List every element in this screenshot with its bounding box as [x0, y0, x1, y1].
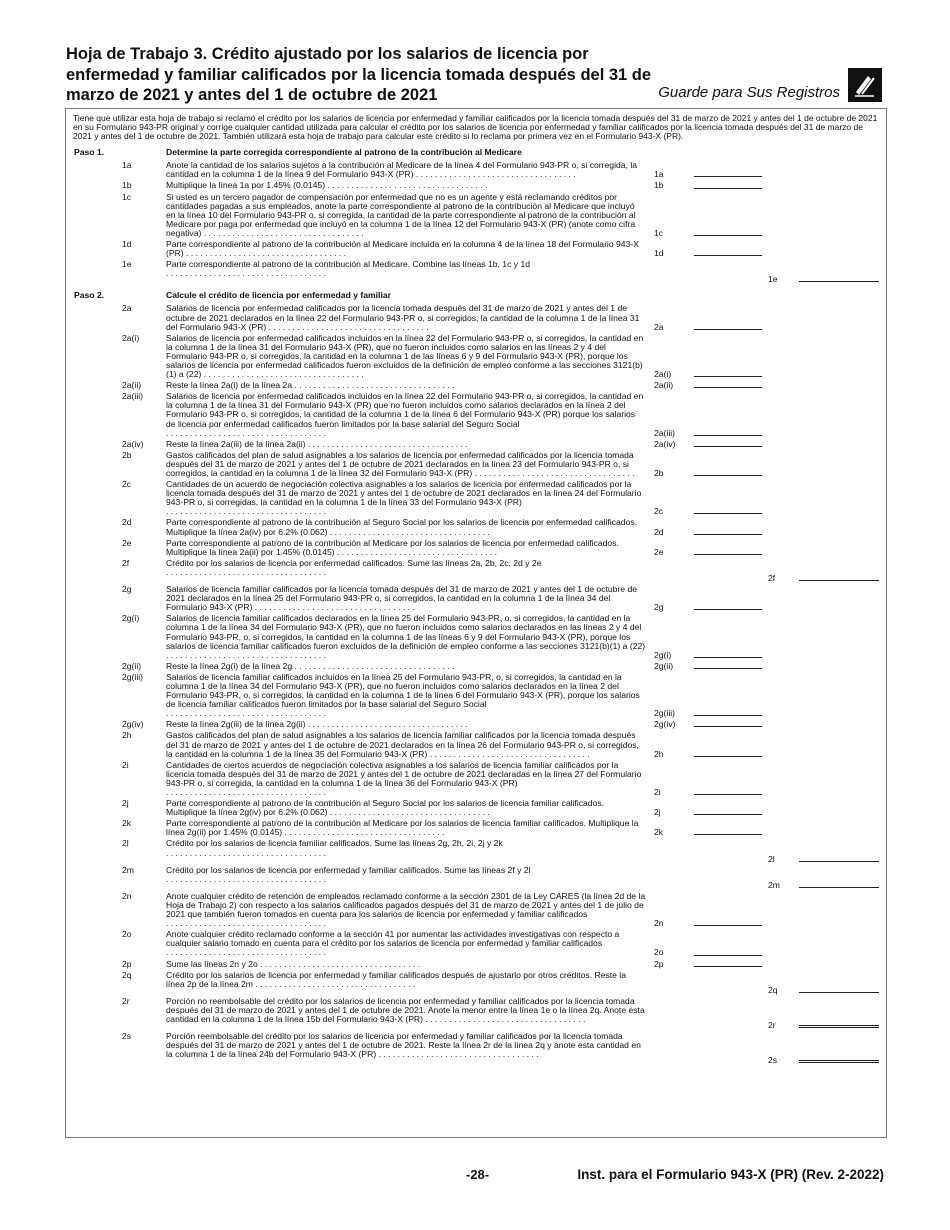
amount-field[interactable]: [694, 176, 762, 177]
amount-field[interactable]: [799, 580, 879, 581]
line-ref: 2a(i): [654, 369, 672, 380]
line-text: Anote cualquier crédito reclamado conforme a la sección 41 por aumentar las actividades investigativas con respecto a cualquier salario tomado en cuenta para el crédito por los salarios de licencia por enfermedad y familiar calificados: [166, 930, 620, 949]
line-ref: 2n: [654, 918, 664, 929]
amount-field[interactable]: [694, 188, 762, 189]
step-label: Paso 2.: [74, 290, 105, 301]
line-text: Parte correspondiente al patrono de la contribución al Medicare incluida en la columna 4 de la línea 18 del Formulario 943-X (PR): [166, 240, 639, 259]
step1-section: [66, 147, 886, 284]
line-number: 2e: [122, 537, 132, 548]
line-ref: 2o: [654, 947, 664, 958]
step-title: Calcule el crédito de licencia por enfermedad y familiar: [166, 290, 391, 301]
line-2m: [66, 866, 886, 890]
line-ref: 2m: [768, 879, 780, 890]
line-ref: 2j: [654, 807, 661, 818]
line-text: Salarios de licencia por enfermedad calificados por la licencia tomada después del 31 de marzo de 2021 y antes del 1 de octubre de 2021 declarados en la línea 22 del Formulario 943-PR o, si corregidos, la cantidad de la columna 1 de la línea 31 del Formulario 943-X (PR): [166, 304, 640, 332]
line-2a(ii): [66, 381, 886, 390]
line-2e: [66, 539, 886, 557]
step-title: Determine la parte corregida correspondiente al patrono de la contribución al Medicare: [166, 147, 522, 158]
line-number: 1d: [122, 239, 132, 250]
line-number: 2a(ii): [122, 380, 142, 391]
line-ref: 2l: [768, 853, 775, 864]
line-2f: [66, 559, 886, 583]
worksheet-box: [65, 108, 887, 1138]
amount-field[interactable]: [694, 235, 762, 236]
line-text: Crédito por los salarios de licencia familiar calificados. Sume las líneas 2g, 2h, 2i, 2j y 2k: [166, 839, 503, 849]
line-ref: 2g(iii): [654, 708, 676, 719]
line-text: Gastos calificados del plan de salud asignables a los salarios de licencia familiar calificados por la licencia tomada después del 31 de marzo de 2021 y antes del 1 de octubre de 2021 declarados en la línea 26 del Formulario 943-PR o, si corregidos, la cantidad en la columna 1 de la línea 35 del Formulario 943-X (PR): [166, 731, 639, 759]
amount-field[interactable]: [799, 992, 879, 993]
line-ref: 2e: [654, 546, 664, 557]
amount-field[interactable]: [694, 726, 762, 727]
line-2g(i): [66, 614, 886, 659]
line-2k: [66, 819, 886, 837]
line-2n: [66, 892, 886, 928]
line-text: Porción reembolsable del crédito por los salarios de licencia por enfermedad y familiar calificados por la licencia tomada después del 31 de marzo de 2021 y antes del 1 de octubre de 2021. Reste la línea 2r de la línea 2q y anote esta cantidad en la columna 1 de la línea 24b del Formulario 943-X (PR): [166, 1032, 641, 1060]
line-text: Reste la línea 2a(i) de la línea 2a: [166, 381, 293, 391]
line-2s: [66, 1032, 886, 1065]
line-ref: 2i: [654, 787, 661, 797]
page-number: -28-: [466, 1167, 490, 1182]
amount-field[interactable]: [694, 554, 762, 555]
amount-field[interactable]: [694, 446, 762, 447]
amount-field[interactable]: [694, 715, 762, 716]
line-2g(ii): [66, 662, 886, 671]
line-text: Crédito por los salarios de licencia por enfermedad y familiar calificados. Sume las líneas 2f y 2l: [166, 865, 531, 875]
amount-field[interactable]: [799, 281, 879, 282]
line-number: 2g(i): [122, 613, 140, 624]
line-number: 1e: [122, 259, 132, 270]
step-label: Paso 1.: [74, 147, 105, 158]
line-number: 1b: [122, 180, 132, 191]
line-ref: 2a: [654, 321, 664, 332]
line-number: 2h: [122, 730, 132, 741]
line-number: 2g(ii): [122, 660, 142, 671]
line-ref: 2a(ii): [654, 380, 674, 391]
line-text: Crédito por los salarios de licencia por enfermedad calificados. Sume las líneas 2a, 2b, 2c, 2d y 2e: [166, 558, 542, 568]
line-2g(iii): [66, 673, 886, 718]
amount-field[interactable]: [694, 534, 762, 535]
line-ref: 2r: [768, 1019, 776, 1030]
line-number: 2g: [122, 584, 132, 595]
line-2a: [66, 304, 886, 331]
line-ref: 2q: [768, 984, 778, 995]
line-number: 2q: [122, 969, 132, 980]
line-number: 2k: [122, 818, 132, 829]
line-2g(iv): [66, 720, 886, 729]
amount-field[interactable]: [694, 376, 762, 377]
amount-field[interactable]: [694, 834, 762, 835]
line-ref: 2g(iv): [654, 719, 676, 730]
line-ref: 2g: [654, 602, 664, 613]
amount-field[interactable]: [694, 387, 762, 388]
line-2a(iv): [66, 440, 886, 449]
amount-field[interactable]: [694, 794, 762, 795]
line-text: Anote cualquier crédito de retención de empleados reclamado conforme a la sección 2301 de la Ley CARES (la línea 2d de la Hoja de Trabajo 2) con respecto a los salarios calificados pagados después del 31 de marzo de 2021 y antes del 1 de julio de 2021 que también fueron tomados en cuenta para los salarios de licencia por enfermedad y familiar calificados: [166, 891, 646, 920]
line-text: Salarios de licencia por enfermedad calificados incluidos en la línea 22 del Formulario 943-PR o, si corregidos, la cantidad en la columna 1 de la línea 31 del Formulario 943-X (PR) que no fueron incluidos como salarios declarados en la línea 2 del Formulario 943-PR o, si corregidos, la cantidad de la columna 1 de la línea 6 del Formulario 943-X (PR) porque los salarios de licencia por enfermedad calificados fueron limitados por la base salarial del Seguro Social: [166, 392, 644, 429]
line-ref: 1b: [654, 180, 664, 191]
line-ref: 1a: [654, 169, 664, 180]
line-ref: 2k: [654, 827, 664, 838]
amount-field[interactable]: [694, 955, 762, 956]
amount-field[interactable]: [799, 861, 879, 862]
worksheet-rows: [66, 147, 886, 1065]
line-number: 2s: [122, 1031, 132, 1042]
line-text: Parte correspondiente al patrono de la contribución al Seguro Social por los salarios de licencia por enfermedad calificados. Multiplique la línea 2a(iv) por 6.2% (0.062): [166, 518, 638, 537]
line-ref: 2f: [768, 572, 776, 583]
line-ref: 1d: [654, 248, 664, 259]
line-2p: [66, 960, 886, 969]
line-text: Parte correspondiente al patrono de la contribución al Medicare. Combine las líneas 1b, 1c y 1d: [166, 260, 531, 270]
line-2l: [66, 839, 886, 863]
amount-field[interactable]: [694, 814, 762, 815]
amount-field[interactable]: [694, 756, 762, 757]
amount-field[interactable]: [694, 668, 762, 669]
line-ref: 2c: [654, 506, 664, 517]
line-text: Cantidades de ciertos acuerdos de negociación colectiva asignables a los salarios de licencia familiar calificados por la licencia tomada después del 31 de marzo de 2021 y antes del 1 de octubre de 2021 declaradas en la línea 27 del Formulario 943-PR o, si corregida, la cantidad en la columna 1 de la línea 36 del Formulario 943-X (PR): [166, 760, 642, 788]
line-number: 2g(iii): [122, 671, 144, 682]
line-text: Crédito por los salarios de licencia por enfermedad y familiar calificados después de ajustarlo por otros créditos. Reste la línea 2p de la línea 2m: [166, 970, 626, 989]
line-ref: 2g(ii): [654, 660, 674, 671]
line-ref: 2g(i): [654, 649, 672, 660]
line-ref: 1c: [654, 227, 664, 238]
line-2h: [66, 731, 886, 758]
amount-field[interactable]: [694, 255, 762, 256]
line-text: Salarios de licencia familiar calificados incluidos en la línea 25 del Formulario 943-PR, o, si corregidos, la cantidad en la columna 1 de la línea 34 del Formulario 943-X (PR), que no fueron incluidos como salarios declarados en la línea 2 del Formulario 943-PR, o, si corregidos, la cantidad en la columna 1 de la línea 6 del Formulario 943-X (PR), porque los salarios de licencia familiar calificados fueron limitados por la base salarial del Seguro Social: [166, 672, 640, 710]
line-1a: [66, 161, 886, 179]
line-number: 2d: [122, 517, 132, 528]
line-2c: [66, 480, 886, 516]
line-number: 2a(iii): [122, 391, 144, 402]
line-2r: [66, 997, 886, 1030]
line-number: 2r: [122, 995, 130, 1006]
line-1e: [66, 260, 886, 284]
line-2i: [66, 761, 886, 797]
amount-field[interactable]: [799, 887, 879, 888]
line-ref: 2a(iv): [654, 438, 676, 449]
line-ref: 2p: [654, 958, 664, 969]
line-text: Sume las líneas 2n y 2o: [166, 959, 258, 969]
keep-records-label: Guarde para Sus Registros: [658, 84, 840, 101]
line-number: 2a: [122, 303, 132, 314]
line-text: Reste la línea 2g(i) de la línea 2g: [166, 661, 293, 671]
line-2d: [66, 518, 886, 536]
line-number: 1a: [122, 160, 132, 171]
line-text: Salarios de licencia por enfermedad calificados incluidos en la línea 22 del Formulario 943-PR o, si corregidos, la cantidad en la columna 1 de la línea 31 del Formulario 943-X (PR), que no fueron incluidos como salarios en las líneas 2 y 4 del Formulario 943-PR o, si corregidos, la cantidad en la columna 1 de las líneas 6 y 9 del Formulario 943-X (PR), porque los salarios de licencia por enfermedad calificados fueron excluidos de la definición de empleo conforme a las secciones 3121(b)(1) a (22): [166, 333, 644, 380]
line-text: Cantidades de un acuerdo de negociación colectiva asignables a los salarios de licencia por enfermedad calificados por la licencia tomada después del 31 de marzo de 2021 y antes del 1 de octubre de 2021 declarados en la línea 24 del Formulario 943-PR o, si corregidas, la cantidad en la columna 1 de la línea 33 del Formulario 943-X (PR): [166, 480, 642, 508]
step2-heading: [66, 290, 886, 302]
line-number: 2f: [122, 557, 130, 568]
line-ref: 2a(iii): [654, 427, 676, 438]
line-ref: 2h: [654, 748, 664, 759]
worksheet-title: Hoja de Trabajo 3. Crédito ajustado por los salarios de licencia por enfermedad y familiar calificados por la licencia tomada después del 31 de marzo de 2021 y antes del 1 de octubre de 2021: [66, 45, 652, 104]
line-2g: [66, 585, 886, 612]
records-icon: [848, 68, 882, 102]
line-number: 2m: [122, 864, 134, 875]
line-text: Parte correspondiente al patrono de la contribución al Seguro Social por los salarios de licencia familiar calificados. Multiplique la línea 2g(iv) por 6.2% (0.062): [166, 799, 605, 818]
step2-section: [66, 290, 886, 1065]
line-text: Parte correspondiente al patrono de la contribución al Medicare por los salarios de licencia por enfermedad calificados. Multiplique la línea 2a(ii) por 1.45% (0.0145): [166, 538, 619, 557]
line-number: 2a(i): [122, 332, 140, 343]
line-number: 2i: [122, 759, 129, 770]
amount-field[interactable]: [694, 966, 762, 967]
form-reference: Inst. para el Formulario 943-X (PR) (Rev. 2-2022): [577, 1167, 884, 1182]
line-number: 2n: [122, 890, 132, 901]
line-ref: 2s: [768, 1055, 778, 1066]
line-ref: 2d: [654, 526, 664, 537]
line-1c: [66, 193, 886, 238]
amount-field[interactable]: [799, 1060, 879, 1063]
line-number: 2p: [122, 958, 132, 969]
amount-field[interactable]: [694, 657, 762, 658]
amount-field[interactable]: [799, 1025, 879, 1028]
amount-field[interactable]: [694, 435, 762, 436]
step1-heading: [66, 147, 886, 159]
line-text: Parte correspondiente al patrono de la contribución al Medicare por los salarios de licencia familiar calificados. Multiplique la línea 2g(ii) por 1.45% (0.0145): [166, 819, 639, 838]
line-number: 2l: [122, 838, 129, 849]
line-text: Reste la línea 2a(iii) de la línea 2a(ii): [166, 439, 306, 449]
line-text: Si usted es un tercero pagador de compensación por enfermedad que no es un agente y está reclamando créditos por cantidades pagadas a sus empleados, anote la parte correspondiente al patrono de la contribución al Medicare que incluyó en la línea 10 del Formulario 943-PR o, si corregida, la cantidad de la parte correspondiente al patrono de la contribución al Medicare por paga por enfermedad que incluyó en la columna 1 de la línea 12 del Formulario 943-X (PR) (anote como cifra negativa): [166, 192, 636, 238]
line-number: 1c: [122, 191, 132, 202]
line-ref: 2b: [654, 468, 664, 478]
line-2j: [66, 799, 886, 817]
amount-field[interactable]: [694, 609, 762, 610]
line-text: Anote la cantidad de los salarios sujetos a la contribución al Medicare de la línea 4 del Formulario 943-PR o, si corregida, la cantidad en la columna 1 de la línea 9 del Formulario 943-X (PR): [166, 161, 638, 180]
line-2a(iii): [66, 392, 886, 437]
line-text: Multiplique la línea 1a por 1.45% (0.0145): [166, 181, 326, 191]
line-text: Porción no reembolsable del crédito por los salarios de licencia por enfermedad y familiar calificados por la licencia tomada después del 31 de marzo de 2021 y antes del 1 de octubre de 2021. Anote la menor entre la línea 1e o la línea 2q. Anote esta cantidad en la columna 1 de la línea 15b del Formulario 943-X (PR): [166, 996, 645, 1024]
line-number: 2o: [122, 929, 132, 940]
line-number: 2b: [122, 449, 132, 460]
line-text: Gastos calificados del plan de salud asignables a los salarios de licencia por enfermedad calificados por la licencia tomada después del 31 de marzo de 2021 y antes del 1 de octubre de 2021 declarados en la línea 23 del Formulario 943-PR o, si corregidos, la cantidad en la columna 1 de la línea 32 del Formulario 943-X (PR): [166, 450, 634, 478]
amount-field[interactable]: [694, 329, 762, 330]
amount-field[interactable]: [694, 475, 762, 476]
line-text: Reste la línea 2g(iii) de la línea 2g(ii): [166, 720, 306, 730]
line-number: 2j: [122, 798, 129, 809]
line-2a(i): [66, 334, 886, 379]
line-number: 2a(iv): [122, 438, 144, 449]
intro-text: Tiene que utilizar esta hoja de trabajo si reclamó el crédito por los salarios de licencia por enfermedad y familiar calificados por la licencia tomada después del 31 de marzo de 2021 y antes del 1 de octubre de 2021 en su Formulario 943-PR original y corrige cualquier cantidad utilizada para calcular el crédito por los salarios de licencia por enfermedad y familiar calificados por la licencia tomada después del 31 de marzo de 2021 y antes del 1 de octubre de 2021. También utilizará esta hoja de trabajo para calcular este crédito si lo reclama por primera vez en el Formulario 943-X (PR).: [73, 113, 878, 142]
line-2o: [66, 930, 886, 957]
line-number: 2c: [122, 479, 132, 490]
line-ref: 1e: [768, 274, 778, 285]
line-1d: [66, 240, 886, 258]
amount-field[interactable]: [694, 925, 762, 926]
line-2b: [66, 451, 886, 478]
line-number: 2g(iv): [122, 719, 144, 730]
line-text: Salarios de licencia familiar calificados por la licencia tomada después del 31 de marzo de 2021 y antes del 1 de octubre de 2021 declarados en la línea 25 del Formulario 943-PR o, si corregidos, la cantidad en la columna 1 de la línea 34 del Formulario 943-X (PR): [166, 585, 638, 613]
line-text: Salarios de licencia familiar calificados declarados en la línea 25 del Formulario 943-PR, o, si corregidos, la cantidad en la columna 1 de la línea 34 del Formulario 943-X (PR), que no fueron incluidos como salarios declarados en las líneas 2 y 4 del Formulario 943-PR, o, si corregidos, la cantidad en la columna 1 de las líneas 6 y 9 del Formulario 943-X (PR), porque los salarios de licencia familiar calificados fueron excluidos de la definición de empleo conforme a las secciones 3121(b)(1) a (22): [166, 614, 646, 651]
line-1b: [66, 181, 886, 190]
amount-field[interactable]: [694, 513, 762, 514]
line-2q: [66, 971, 886, 995]
